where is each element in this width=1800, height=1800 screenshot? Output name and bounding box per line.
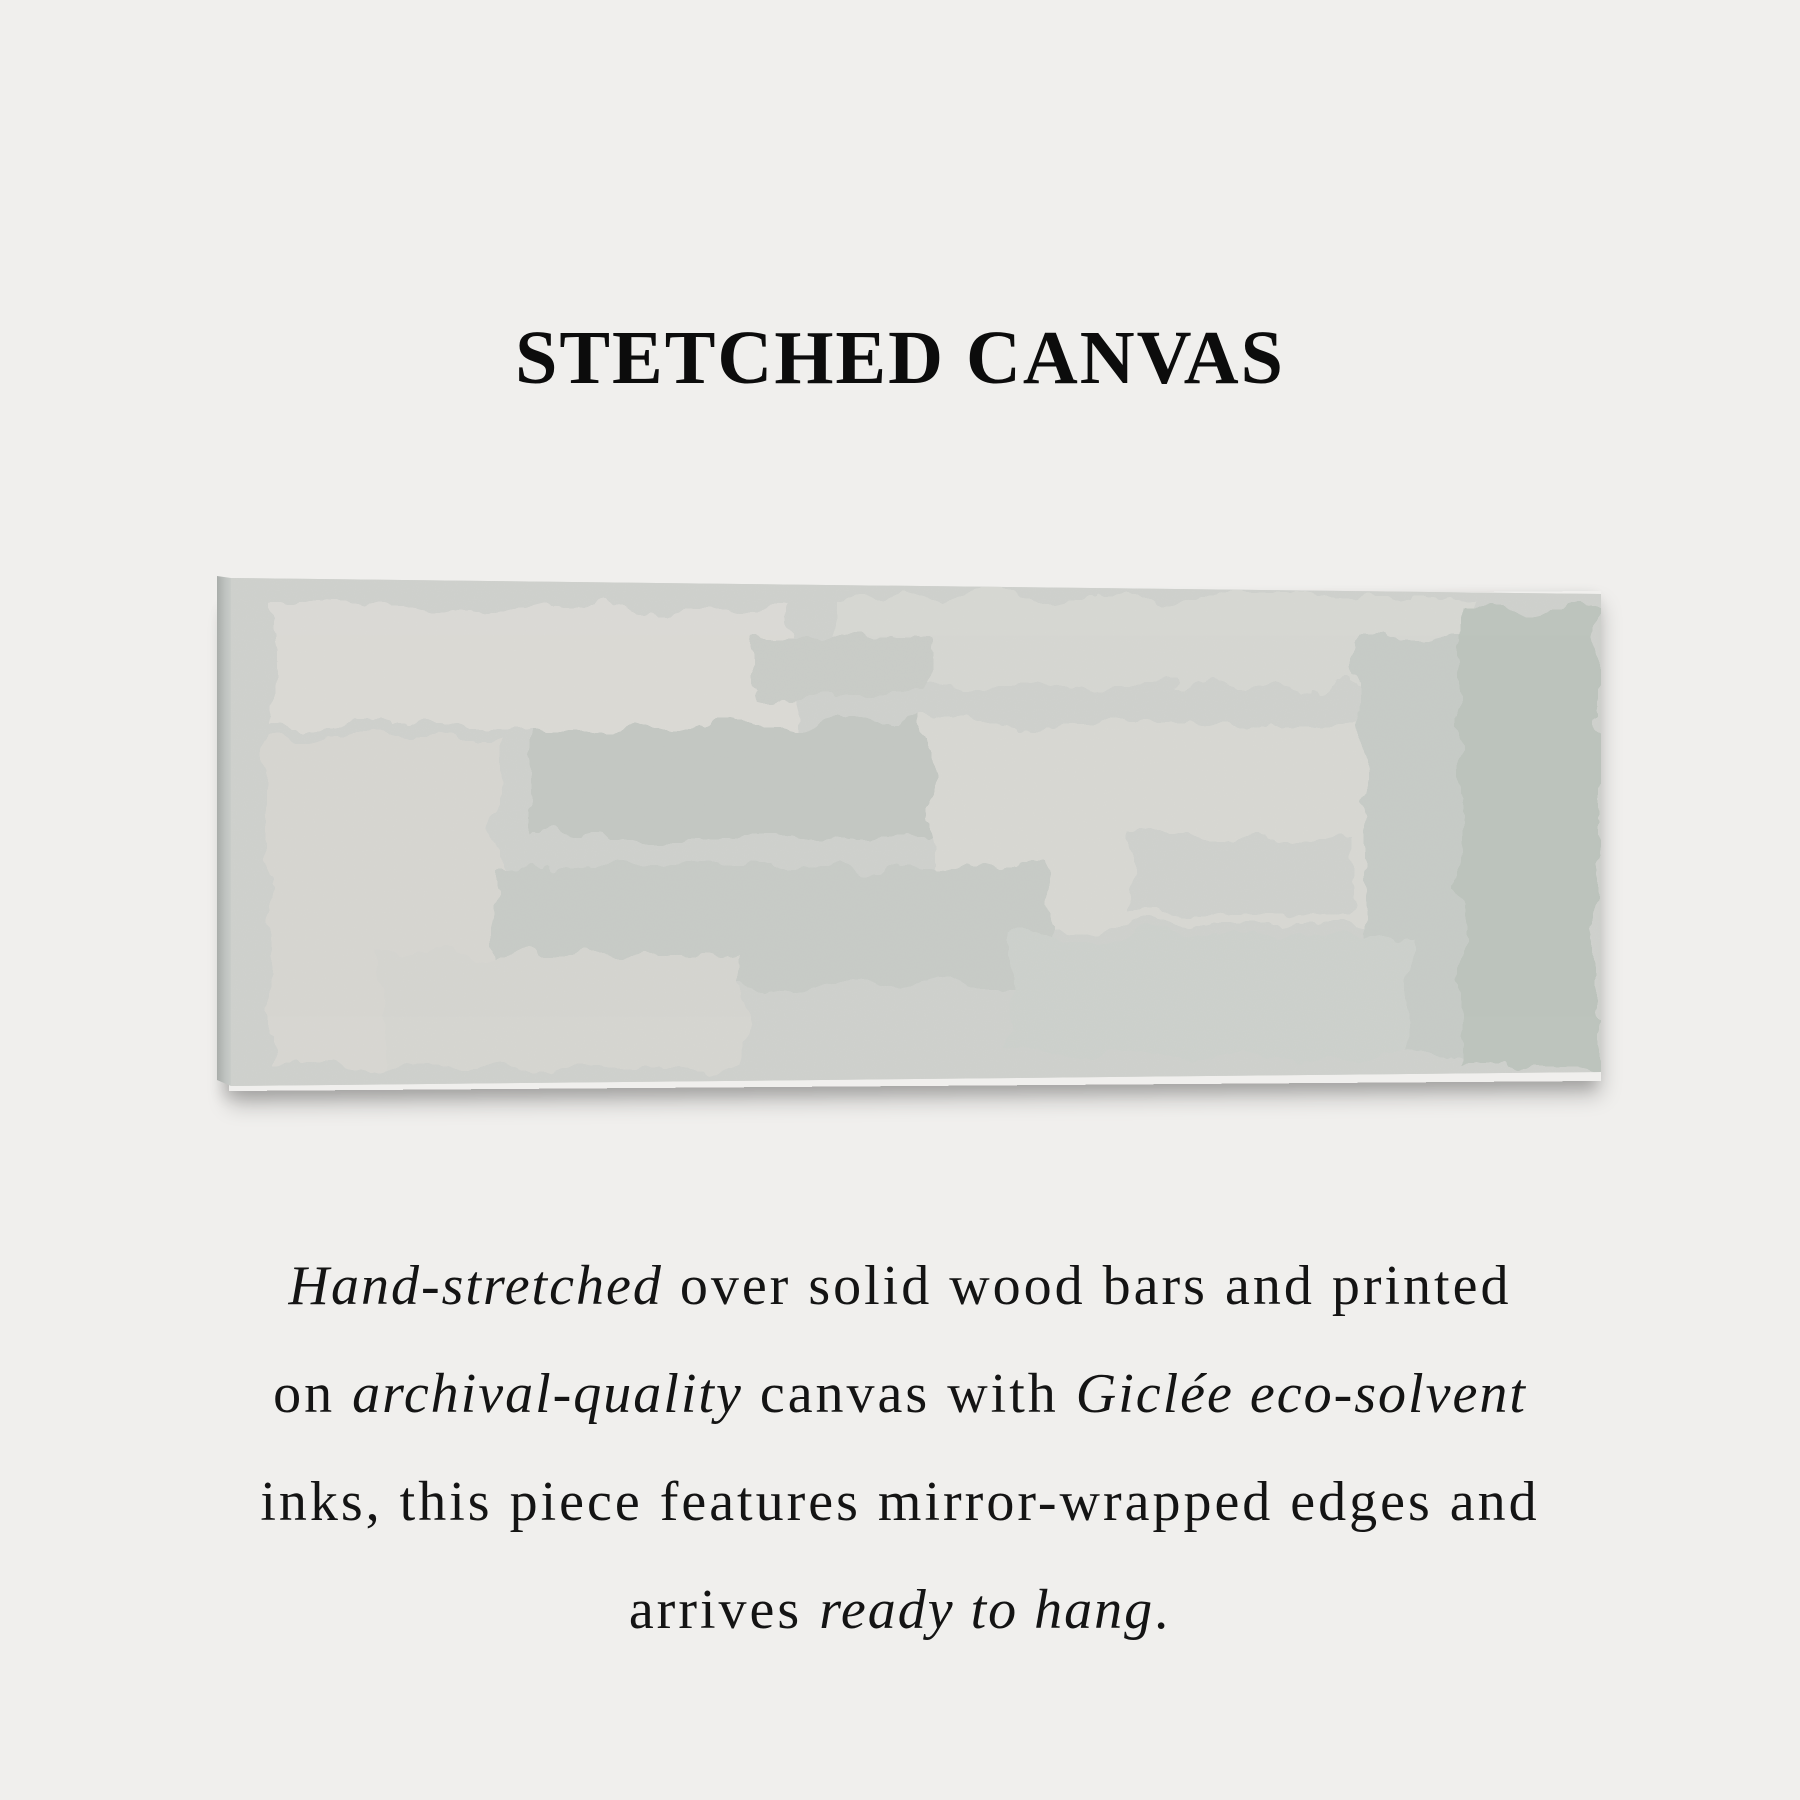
emphasis-ready-to-hang: ready to hang (819, 1579, 1155, 1641)
description-text: over solid wood bars and printed (662, 1255, 1512, 1317)
abstract-artwork-texture (231, 576, 1601, 1088)
emphasis-giclee-eco-solvent: Giclée eco-solvent (1075, 1363, 1527, 1425)
description-text: on (273, 1363, 353, 1425)
page-title: STETCHED CANVAS (515, 316, 1285, 400)
description-text: arrives (628, 1579, 820, 1641)
canvas-product-image (217, 576, 1601, 1088)
emphasis-archival-quality: archival-quality (352, 1363, 743, 1425)
canvas-wrapped-edge (217, 576, 231, 1088)
description-text: . (1154, 1579, 1172, 1641)
canvas-artwork (231, 576, 1601, 1088)
description-text: inks, this piece features mirror-wrapped edges and (260, 1471, 1540, 1533)
emphasis-hand-stretched: Hand-stretched (288, 1255, 663, 1317)
description-text: canvas with (742, 1363, 1076, 1425)
product-description (150, 1232, 1650, 1664)
